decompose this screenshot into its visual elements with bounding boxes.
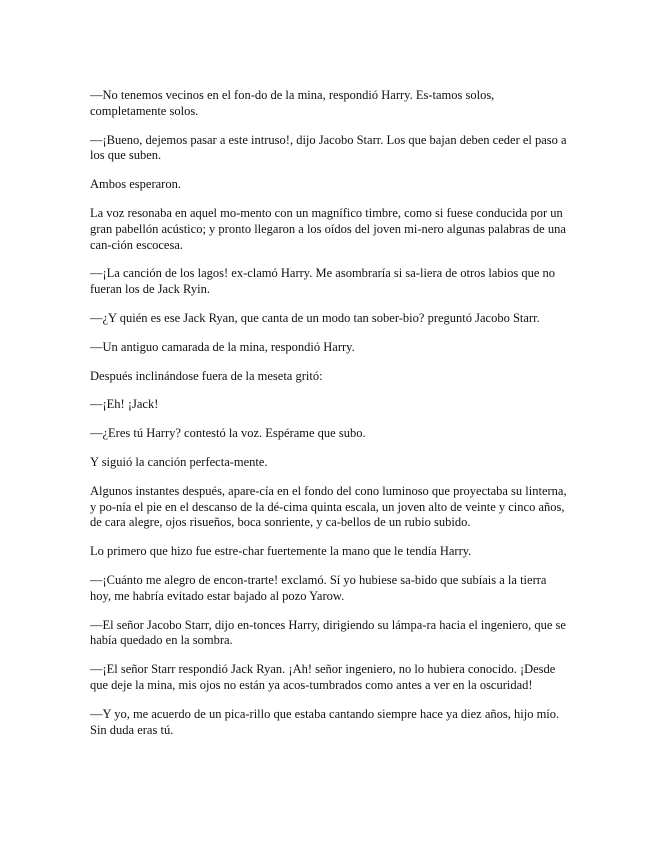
paragraph: —¿Eres tú Harry? contestó la voz. Espérame que subo.: [90, 426, 366, 441]
paragraph: —¡El señor Starr respondió Jack Ryan. ¡Ah! señor ingeniero, no lo hubiera conocido. ¡Desde que deje la mina, mis ojos no están ya acos-tumbrados como antes a ver en la oscuridad!: [90, 662, 556, 692]
paragraph: Después inclinándose fuera de la meseta gritó:: [90, 368, 323, 383]
paragraph: —¡Cuánto me alegro de encon-trarte! exclamó. Sí yo hubiese sa-bido que subíais a la tierra hoy, me habría evitado estar bajado al pozo Yarow.: [90, 572, 547, 603]
document-page: [90, 88, 570, 751]
paragraph: —¿Y quién es ese Jack Ryan, que canta de un modo tan sober-bio? preguntó Jacobo Starr.: [90, 310, 540, 325]
paragraph: —¡Eh! ¡Jack!: [90, 397, 159, 412]
paragraph: —El señor Jacobo Starr, dijo en-tonces Harry, dirigiendo su lámpa-ra hacia el ingeniero, que se había quedado en la sombra.: [90, 617, 566, 648]
paragraph: Lo primero que hizo fue estre-char fuertemente la mano que le tendía Harry.: [90, 544, 472, 559]
paragraph: La voz resonaba en aquel mo-mento con un magnífico timbre, como si fuese conducida por un gran pabellón acústico; y pronto llegaron a los oídos del joven mi-nero algunas palabras de una can-ción escocesa.: [90, 205, 566, 252]
paragraph: —Y yo, me acuerdo de un pica-rillo que estaba cantando siempre hace ya diez años, hijo mío. Sin duda eras tú.: [90, 706, 560, 737]
paragraph: Ambos esperaron.: [90, 177, 181, 192]
paragraph: Algunos instantes después, apare-cía en el fondo del cono luminoso que proyectaba su linterna, y po-nía el pie en el descanso de la dé-cima quinta escala, un joven alto de veinte y cinco años, de cara alegre, ojos risueños, boca sonriente, y ca-bellos de un rubio subido.: [90, 483, 567, 530]
paragraph: —Un antiguo camarada de la mina, respondió Harry.: [90, 339, 355, 354]
paragraph: —No tenemos vecinos en el fon-do de la mina, respondió Harry. Es-tamos solos, completamente solos.: [90, 88, 495, 118]
paragraph: —¡La canción de los lagos! ex-clamó Harry. Me asombraría si sa-liera de otros labios que no fueran los de Jack Ryin.: [90, 266, 556, 297]
paragraph: —¡Bueno, dejemos pasar a este intruso!, dijo Jacobo Starr. Los que bajan deben ceder el paso a los que suben.: [90, 132, 567, 163]
paragraph: Y siguió la canción perfecta-mente.: [90, 454, 268, 469]
